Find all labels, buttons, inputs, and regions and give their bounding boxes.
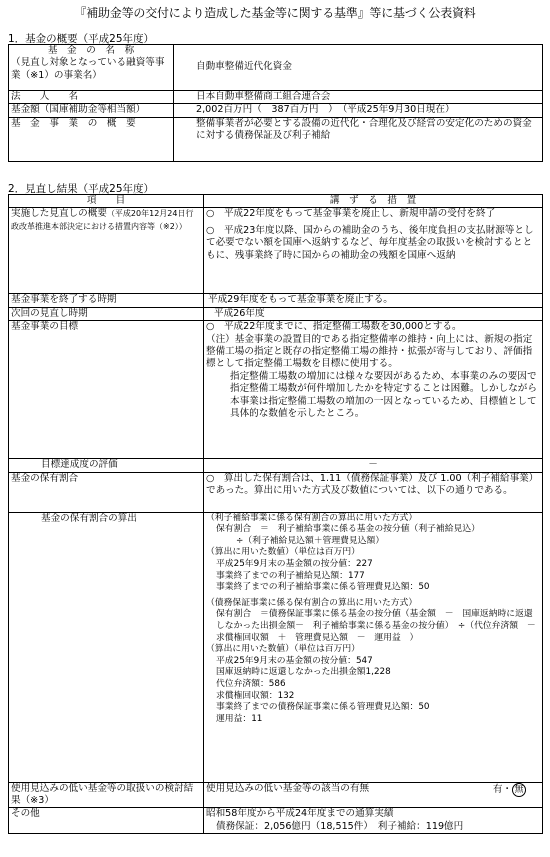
goal-value	[204, 321, 543, 459]
overview-row	[9, 117, 543, 161]
other-line-2: 債務保証：2,056億円（18,515件） 利子補給：119億円	[216, 820, 464, 832]
lowuse-row	[9, 782, 543, 808]
review-row	[9, 208, 543, 294]
calc-a-value-3: 事業終了までの利子補給事業に係る管理費見込額：50	[216, 582, 430, 593]
other-row	[9, 808, 543, 834]
review-table	[8, 194, 543, 834]
eval-row	[9, 459, 543, 472]
calc-b-values-head: （算出に用いた数値）（単位は百万円）	[206, 644, 360, 655]
calc-a-value-1: 平成25年9月末の基金額の按分値：227	[216, 559, 373, 569]
goal-label: 基金事業の目標	[9, 321, 204, 459]
other-label: その他	[9, 808, 204, 834]
review-item-1: ○ 平成22年度をもって基金事業を廃止し、新規申請の受付を終了	[206, 208, 496, 220]
fund-overview-table	[8, 44, 543, 162]
calc-b-value-5: 事業終了までの債務保証事業に係る管理費見込額：50	[216, 702, 430, 713]
eval-value: －	[204, 459, 543, 472]
end-label: 基金事業を終了する時期	[9, 294, 204, 307]
end-row	[9, 294, 543, 307]
calc-b-value-2: 国庫返納時に返還しなかった出損金額1,228	[216, 667, 391, 678]
fund-name-label-sub: （見直し対象となっている融資等事業（※1）の事業名）	[11, 57, 165, 81]
corp-row	[9, 91, 543, 104]
calc-b-head: （債務保証事業に係る保有割合の算出に用いた方式）	[206, 597, 418, 608]
calc-label: 基金の保有割合の算出	[9, 512, 204, 782]
calc-value	[204, 512, 543, 782]
lowuse-separator: ・	[502, 783, 512, 795]
goal-row	[9, 321, 543, 459]
review-label-sub: （平成20年12月24日行政改革推進本部決定における措置内容等（※2））	[11, 209, 194, 231]
goal-item-1: ○ 平成22年度までに、指定整備工場数を30,000とする。	[206, 321, 462, 333]
next-value: 平成26年度	[204, 307, 543, 320]
other-line-1: 昭和58年度から平成24年度までの通算実績	[206, 808, 394, 820]
lowuse-value	[204, 782, 543, 808]
lowuse-answer	[493, 783, 526, 797]
calc-b-value-6: 運用益：11	[216, 713, 263, 724]
calc-row	[9, 512, 543, 782]
page-title: 『補助金等の交付により造成した基金等に関する基準』等に基づく公表資料	[74, 6, 476, 20]
eval-label: 目標達成度の評価	[9, 459, 204, 472]
lowuse-label: 使用見込みの低い基金等の取扱いの検討結果（※3）	[9, 782, 204, 808]
calc-b-value-1: 平成25年9月末の基金額の按分値：547	[216, 655, 373, 666]
fund-name-label	[9, 45, 174, 91]
ratio-value: ○ 算出した保有割合は、1.11（債務保証事業）及び 1.00（利子補給事業）であった。算出に用いた方式及び数値については、以下の通りである。	[204, 472, 543, 512]
review-label-main: 実施した見直しの概要	[11, 208, 107, 220]
ratio-row	[9, 472, 543, 512]
calc-a-formula-2: ÷（利子補給見込額＋管理費見込額）	[236, 535, 385, 546]
review-label	[9, 208, 204, 294]
calc-a-value-2: 事業終了までの利子補給見込額：177	[216, 570, 365, 581]
review-value	[204, 208, 543, 294]
lowuse-question: 使用見込みの低い基金等の該当の有無	[206, 782, 370, 794]
end-value: 平成29年度をもって基金事業を廃止する。	[204, 294, 543, 307]
section1-heading: 1．基金の概要（平成25年度）	[8, 33, 155, 45]
calc-a-head: （利子補給事業に係る保有割合の算出に用いた方式）	[206, 512, 418, 523]
fund-name-label-main: 基 金 の 名 称	[47, 45, 135, 56]
amount-row	[9, 104, 543, 117]
overview-label: 基 金 事 業 の 概 要	[9, 117, 174, 161]
lowuse-no-circled: 無	[512, 783, 526, 797]
calc-b-value-3: 代位弁済額：586	[216, 678, 286, 689]
goal-note: （注）基金事業の設置目的である指定整備率の維持・向上には、新規の指定整備工場の指定と既存の指定整備工場の維持・拡張が寄与しており、評価指標として指定整備工場数を目標に使用する。	[206, 333, 533, 370]
fund-name-row	[9, 45, 543, 91]
ratio-label: 基金の保有割合	[9, 472, 204, 512]
col-measure-header: 講 ず る 措 置	[204, 195, 543, 208]
calc-a-formula-1: 保有割合 ＝ 利子補給事業に係る基金の按分値（利子補給見込）	[216, 524, 480, 535]
other-value	[204, 808, 543, 834]
review-header-row	[9, 195, 543, 208]
corp-label: 法 人 名	[9, 91, 174, 104]
calc-a-values-head: （算出に用いた数値）（単位は百万円）	[206, 547, 360, 558]
lowuse-yes: 有	[492, 783, 503, 795]
amount-value: 2,002百万円（ 387百万円 ） （平成25年9月30日現在）	[174, 104, 543, 117]
corp-value: 日本自動車整備商工組合連合会	[174, 91, 543, 104]
section2-heading: 2．見直し結果（平成25年度）	[8, 183, 155, 195]
next-label: 次回の見直し時期	[9, 307, 204, 320]
calc-b-value-4: 求償権回収額：132	[216, 690, 295, 701]
col-item-header: 項 目	[9, 195, 204, 208]
calc-b-formula: 保有割合 ＝債務保証事業に係る基金の按分値（基金額 － 国庫返納時に返還しなかった出損金額－ 利子補給事業に係る基金の按分値） ÷（代位弁済額 － 求償権回収額 ＋ 管理費見込額 － 運用益 ）	[216, 609, 545, 643]
review-item-2: ○ 平成23年度以降、国からの補助金のうち、後年度負担の支払財源等として必要でない額を国庫へ返納するなど、毎年度基金の取扱いを検討するとともに、残事業終了時に国からの補助金の残額を国庫へ返納	[206, 224, 534, 261]
fund-name-value: 自動車整備近代化資金	[174, 45, 543, 91]
goal-note-2: 指定整備工場数の増加には様々な要因があるため、本事業のみの要因で指定整備工場数が何件増加したかを特定することは困難。しかしながら本事業は指定整備工場数の増加の一因となっているため、目標値として具体的な数値を示したところ。	[230, 370, 537, 420]
amount-label: 基金額（国庫補助金等相当額）	[9, 104, 174, 117]
overview-value: 整備事業者が必要とする設備の近代化・合理化及び経営の安定化のための資金に対する債務保証及び利子補給	[174, 117, 543, 161]
next-row	[9, 307, 543, 320]
